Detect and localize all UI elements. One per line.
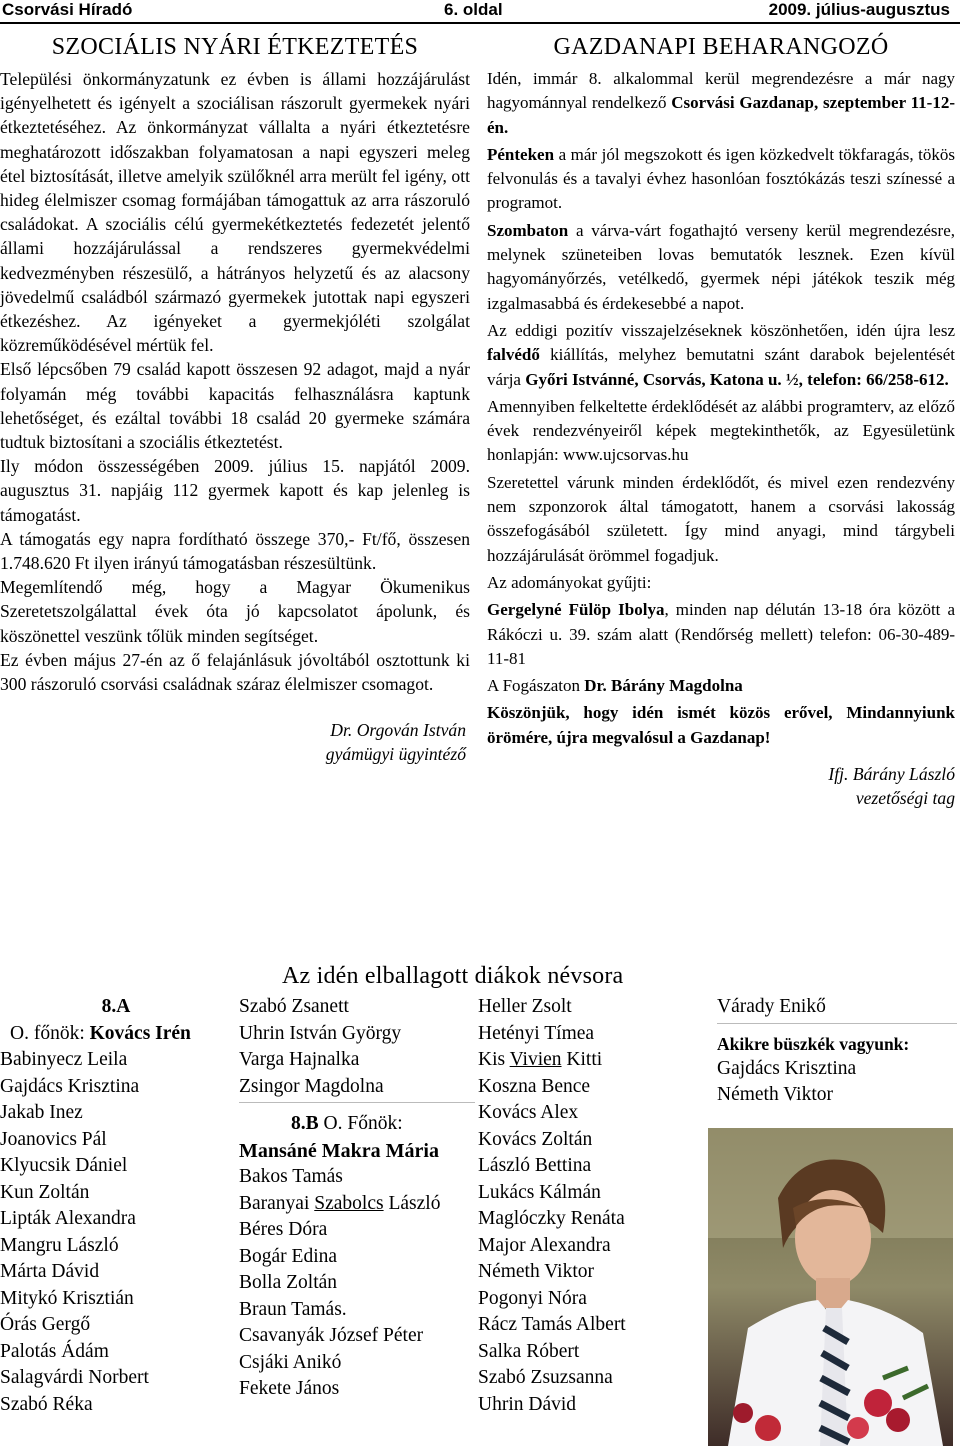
- student-name: Szabó Zsanett: [239, 996, 349, 1017]
- text-run: falvédő: [487, 345, 540, 365]
- student-name: Maglóczky Renáta: [478, 1208, 625, 1229]
- text-run: O. főnök:: [10, 1022, 90, 1044]
- student-name: Klyucsik Dániel: [0, 1155, 128, 1176]
- text-run: O. Főnök:: [318, 1113, 403, 1134]
- student-name: Kovács Alex: [478, 1102, 579, 1123]
- article-paragraph: [487, 143, 955, 216]
- proud-student-name: Gajdács Krisztina: [717, 1057, 857, 1079]
- student-name: Bogár Edina: [239, 1245, 338, 1267]
- class-8b-column: [239, 994, 475, 1403]
- newspaper-name: Csorvási Híradó: [2, 0, 133, 19]
- text-run: Győri Istvánné, Csorvás, Katona u. ½, telefon: 66/258-612.: [525, 369, 949, 389]
- proud-of-heading: Akikre büszkék vagyunk:: [717, 1033, 910, 1054]
- page-header: [0, 0, 960, 24]
- text-run: 8.B: [291, 1113, 319, 1134]
- article-paragraph: [487, 319, 955, 392]
- student-name: [478, 1047, 708, 1074]
- class-8b-teacher: Mansáné Makra Mária: [239, 1139, 439, 1162]
- student-name: Mitykó Krisztián: [0, 1287, 134, 1309]
- student-name: Varga Hajnalka: [239, 1049, 360, 1070]
- article-paragraph: [487, 598, 955, 671]
- text-run: Szabolcs: [314, 1192, 384, 1214]
- student-name: Uhrin Dávid: [478, 1393, 577, 1415]
- article-paragraph: Szeretettel várunk minden érdeklődőt, és mivel ezen rendezvény nem szponzorok által támogatott, hanem a csorvási lakosság összefogásából született. Így mind anyagi, mind tárgybeli hozzájárulását örömmel fogadjuk.: [487, 472, 955, 565]
- student-name: Major Alexandra: [478, 1234, 611, 1256]
- page-number: 6. oldal: [444, 0, 503, 19]
- article-paragraph: Ez évben május 27-én az ő felajánlásuk jóvoltából osztottunk ki 300 rászoruló csorvási családnak száraz élelmiszer csomagot.: [0, 649, 470, 695]
- student-name: Fekete János: [239, 1378, 340, 1399]
- farmers-day-article: [487, 34, 955, 810]
- student-name: Babinyecz Leila: [0, 1049, 128, 1070]
- class-8b-heading: [239, 1111, 475, 1138]
- issue-date: 2009. július-augusztus: [768, 0, 950, 19]
- article-paragraph: Első lépcsőben 79 család kapott összesen 92 adagot, majd a nyár folyamán még további kapacitás felhasználásra kaptunk lehetőséget, és ezáltal további 18 család 20 gyermeke számára tudtuk biztosítani a szociális étkeztetést.: [0, 359, 470, 453]
- text-run: Vivien: [509, 1049, 562, 1070]
- student-name: Várady Enikő: [717, 994, 957, 1024]
- class-8a-heading: 8.A: [101, 996, 131, 1017]
- student-name: László Bettina: [478, 1155, 592, 1176]
- text-run: Dr. Bárány Magdolna: [584, 676, 743, 696]
- text-run: , minden nap délután 13-18 óra között a Rákóczi u. 39. szám alatt (Rendőrség mellett) telefon: 06-30-489-11-81: [487, 600, 955, 668]
- text-run: László: [383, 1192, 441, 1214]
- student-name: [239, 1191, 475, 1218]
- student-name: Gajdács Krisztina: [0, 1075, 140, 1097]
- text-run: Kitti: [561, 1049, 603, 1070]
- text-run: kiállítás, melyhez bemutatni szánt darabok bejelentését várja: [487, 345, 955, 389]
- student-name: Lukács Kálmán: [478, 1181, 601, 1203]
- article-paragraph: A támogatás egy napra fordítható összege 370,- Ft/fő, összesen 1.748.620 Ft ilyen irányú támogatásban részesültünk.: [0, 528, 470, 574]
- student-name: Bakos Tamás: [239, 1166, 343, 1187]
- text-run: Idén, immár 8. alkalommal kerül megrendezésre a már nagy hagyománnyal rendelkező: [487, 69, 955, 113]
- graduate-photo: [708, 1128, 953, 1446]
- student-name: Pogonyi Nóra: [478, 1287, 587, 1309]
- author-role: gyámügyi ügyintéző: [325, 744, 466, 765]
- student-name: Rácz Tamás Albert: [478, 1314, 626, 1335]
- student-name: Salka Róbert: [478, 1340, 580, 1362]
- author-name: Dr. Orgován István: [330, 720, 466, 741]
- text-run: a várva-várt fogathajtó verseny kerül megrendezésre, melynek szüneteiben lovas bemutatók lesznek. Ezen kívül hagyományőrzés, vetélkedő, gyermek népi játékok teszik még izgalmasabbá és érdekesebbé a napot.: [487, 220, 955, 313]
- text-run: Csorvási Gazdanap, szeptember 11-12-én.: [487, 93, 955, 137]
- student-name: Béres Dóra: [239, 1219, 328, 1240]
- text-run: Kovács Irén: [89, 1022, 191, 1044]
- student-name: Kovács Zoltán: [478, 1128, 593, 1150]
- article-title: GAZDANAPI BEHARANGOZÓ: [553, 34, 889, 60]
- student-name: Braun Tamás.: [239, 1298, 347, 1320]
- graduates-list-title: Az idén elballagott diákok névsora: [282, 963, 624, 989]
- article-paragraph: Az adományokat gyűjti:: [487, 572, 652, 592]
- student-name: Jakab Inez: [0, 1102, 83, 1123]
- student-name: Zsingor Magdolna: [239, 1075, 384, 1097]
- class-8a-column: [0, 994, 232, 1418]
- class-8a-teacher: [0, 1021, 232, 1048]
- student-name: Salagvárdi Norbert: [0, 1367, 149, 1388]
- student-name: Heller Zsolt: [478, 996, 572, 1017]
- column-divider: [239, 1102, 475, 1111]
- article-paragraph: Amennyiben felkeltette érdeklődését az alábbi programterv, az előző évek rendezvényeiről képek megtekinthetők, az Egyesületünk honlapján: www.ujcsorvas.hu: [487, 396, 955, 465]
- article-title: SZOCIÁLIS NYÁRI ÉTKEZTETÉS: [51, 34, 419, 60]
- article-paragraph: Megemlítendő még, hogy a Magyar Ökumenikus Szeretetszolgálattal évek óta jó kapcsolatot ápolunk, és köszönettel veszünk tőlük minden segítséget.: [0, 577, 470, 646]
- student-name: Szabó Zsuzsanna: [478, 1367, 613, 1388]
- author-role: vezetőségi tag: [855, 788, 955, 809]
- article-paragraph: Köszönjük, hogy idén ismét közös erővel, Mindannyiunk örömére, újra megvalósul a Gazdanap!: [487, 703, 955, 747]
- student-name: Márta Dávid: [0, 1261, 100, 1282]
- student-name: Palotás Ádám: [0, 1340, 109, 1362]
- student-name: Joanovics Pál: [0, 1128, 107, 1150]
- text-run: Kis: [478, 1049, 510, 1070]
- class-8b-column-3: [717, 994, 957, 1108]
- student-name: Kun Zoltán: [0, 1181, 90, 1203]
- text-run: A Fogászaton: [487, 676, 585, 696]
- graduate-photo-image: [708, 1128, 953, 1446]
- proud-student-name: Németh Viktor: [717, 1083, 833, 1105]
- text-run: a már jól megszokott és igen közkedvelt tökfaragás, tökös felvonulás és a tavalyi évhez hasonlóan fosztókázás teszi színessé a programot.: [487, 144, 955, 213]
- article-paragraph: Ily módon összességében 2009. július 15. napjától 2009. augusztus 31. napjáig 112 gyermek kapott és kap jelenleg is támogatást.: [0, 456, 470, 525]
- class-8b-column-2: [478, 994, 708, 1418]
- author-name: Ifj. Bárány László: [828, 764, 955, 785]
- student-name: Szabó Réka: [0, 1393, 93, 1415]
- text-run: Gergelyné Fülöp Ibolya: [487, 600, 665, 620]
- student-name: Németh Viktor: [478, 1261, 594, 1282]
- student-name: Uhrin István György: [239, 1022, 402, 1044]
- article-paragraph: [487, 674, 955, 698]
- student-name: Lipták Alexandra: [0, 1208, 136, 1229]
- student-name: Csavanyák József Péter: [239, 1325, 424, 1346]
- student-name: Koszna Bence: [478, 1075, 591, 1097]
- student-name: Bolla Zoltán: [239, 1272, 338, 1293]
- article-paragraph: Települési önkormányzatunk ez évben is állami hozzájárulást igényelhetett és igényelt a szociálisan rászorult gyermekek nyári étkeztetéséhez. Az önkormányzat vállalta a nyári étkeztetésre meghatározott időszakban folyamatosan a napi egyszeri meleg étel biztosítását, illetve amelyik szülőknél arra merült fel igény, ott hideg élelmiszer csomag formájában támogattuk az arra rászoruló családokat. A szociális célú gyermekétkeztetés fedezetét jelentő állami hozzájárulással a rendszeres gyermekvédelmi kedvezményben részesülő, a hátrányos helyzetű és az alacsony jövedelmű családból származó gyermekek jutottak napi egyszeri étkezéshez. Az igényeket a gyermekjóléti szolgálat közreműködésével mértük fel.: [0, 69, 470, 356]
- text-run: Pénteken: [487, 144, 555, 164]
- text-run: Szombaton: [487, 220, 569, 240]
- article-paragraph: [487, 67, 955, 140]
- text-run: Az eddigi pozitív visszajelzéseknek köszönhetően, idén újra lesz: [487, 320, 955, 340]
- social-meals-article: [0, 34, 470, 766]
- student-name: Mangru László: [0, 1234, 119, 1256]
- student-name: Órás Gergő: [0, 1314, 91, 1335]
- article-paragraph: [487, 219, 955, 316]
- student-name: Hetényi Tímea: [478, 1022, 595, 1044]
- text-run: Baranyai: [239, 1192, 315, 1214]
- student-name: Csjáki Anikó: [239, 1351, 342, 1373]
